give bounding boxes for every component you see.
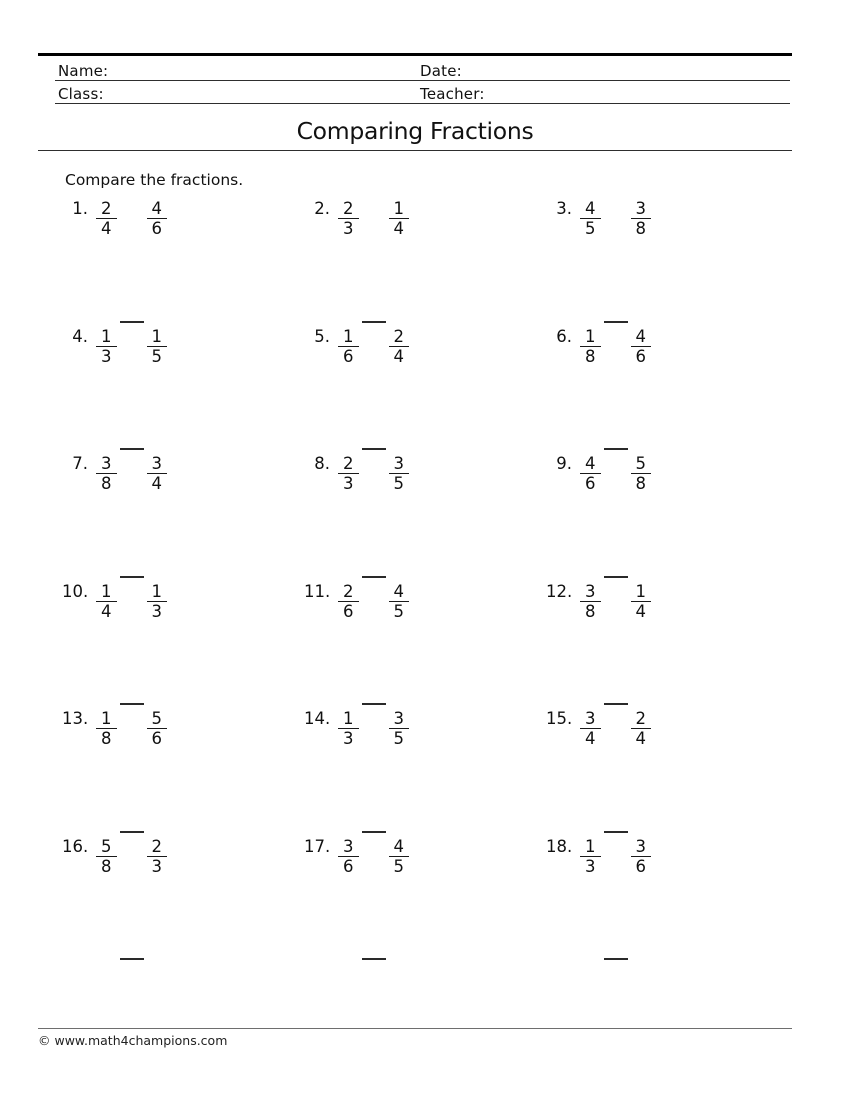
fraction-right — [389, 454, 410, 493]
fraction-right-numerator: 4 — [393, 836, 404, 856]
problem — [62, 327, 304, 455]
answer-blank[interactable] — [120, 817, 144, 833]
problem — [546, 582, 788, 710]
answer-blank[interactable] — [604, 817, 628, 833]
problem-number: 7. — [72, 454, 88, 473]
problems-grid — [62, 199, 788, 964]
fraction-left-denominator: 5 — [580, 218, 601, 238]
fraction-left-denominator: 3 — [338, 218, 359, 238]
fraction-left-denominator: 4 — [96, 218, 117, 238]
answer-blank[interactable] — [362, 434, 386, 450]
fraction-right-numerator: 3 — [393, 454, 404, 473]
problem-number: 8. — [314, 454, 330, 473]
fraction-right-denominator: 3 — [147, 856, 168, 876]
problem-number: 6. — [556, 326, 572, 346]
answer-blank[interactable] — [604, 562, 628, 578]
footer-credit: © www.math4champions.com — [38, 1033, 228, 1048]
fraction-left — [338, 709, 359, 748]
fraction-right — [631, 709, 652, 748]
problem-number: 9. — [556, 454, 572, 473]
fraction-left — [96, 582, 117, 621]
fraction-right — [147, 582, 168, 621]
teacher-label: Teacher: — [420, 85, 485, 103]
fraction-left-denominator: 4 — [96, 601, 117, 621]
fraction-left-denominator: 3 — [580, 856, 601, 876]
fraction-right — [631, 199, 652, 238]
problem — [62, 709, 304, 837]
fraction-left-numerator: 4 — [585, 199, 596, 218]
fraction-left — [96, 327, 117, 366]
fraction-right-numerator: 3 — [635, 199, 646, 218]
fraction-right-numerator: 4 — [393, 581, 404, 601]
answer-blank[interactable] — [120, 562, 144, 578]
problem — [304, 199, 546, 327]
fraction-left-denominator: 3 — [96, 346, 117, 366]
problem-number: 4. — [72, 326, 88, 346]
problem — [62, 837, 304, 965]
fraction-right-denominator: 8 — [631, 473, 652, 493]
fraction-left-numerator: 1 — [343, 326, 354, 346]
problem-number: 15. — [546, 709, 573, 728]
fraction-right-numerator: 2 — [393, 326, 404, 346]
fraction-right-numerator: 1 — [151, 581, 162, 601]
fraction-right-numerator: 4 — [151, 199, 162, 218]
fraction-left-numerator: 1 — [585, 326, 596, 346]
problem-number: 12. — [546, 581, 573, 601]
fraction-left — [338, 327, 359, 366]
fraction-left-denominator: 3 — [338, 728, 359, 748]
fraction-right-numerator: 2 — [151, 836, 162, 856]
fraction-left — [580, 582, 601, 621]
problem — [304, 327, 546, 455]
fraction-right-denominator: 6 — [147, 218, 168, 238]
fraction-right — [389, 837, 410, 876]
fraction-left — [96, 709, 117, 748]
fraction-left-denominator: 8 — [580, 601, 601, 621]
problem-number: 16. — [62, 836, 89, 856]
problem-number: 3. — [556, 199, 572, 218]
answer-blank[interactable] — [604, 434, 628, 450]
fraction-right-numerator: 3 — [151, 454, 162, 473]
problem — [62, 199, 304, 327]
fraction-left — [338, 454, 359, 493]
fraction-right — [147, 454, 168, 493]
fraction-right-numerator: 3 — [393, 709, 404, 728]
fraction-left-numerator: 3 — [101, 454, 112, 473]
instructions-text: Compare the fractions. — [65, 171, 244, 189]
fraction-left-denominator: 3 — [338, 473, 359, 493]
problem-number: 14. — [304, 709, 331, 728]
fraction-right-denominator: 6 — [631, 346, 652, 366]
fraction-right — [631, 582, 652, 621]
fraction-right — [389, 327, 410, 366]
fraction-right-numerator: 3 — [635, 836, 646, 856]
fraction-left — [96, 454, 117, 493]
problem — [62, 582, 304, 710]
fraction-right-denominator: 4 — [147, 473, 168, 493]
fraction-right-denominator: 6 — [147, 728, 168, 748]
fraction-left-denominator: 6 — [338, 856, 359, 876]
fraction-right-denominator: 6 — [631, 856, 652, 876]
fraction-right — [389, 709, 410, 748]
answer-blank[interactable] — [362, 307, 386, 323]
fraction-right — [389, 199, 410, 238]
fraction-left-numerator: 3 — [585, 709, 596, 728]
fraction-right-denominator: 5 — [389, 601, 410, 621]
fraction-right-numerator: 2 — [635, 709, 646, 728]
answer-blank[interactable] — [362, 817, 386, 833]
problem — [304, 837, 546, 965]
fraction-left-numerator: 3 — [585, 581, 596, 601]
answer-blank[interactable] — [604, 689, 628, 705]
fraction-left-numerator: 1 — [101, 326, 112, 346]
fraction-left — [580, 327, 601, 366]
class-label: Class: — [58, 85, 104, 103]
problem — [546, 327, 788, 455]
problem-number: 17. — [304, 836, 331, 856]
problem — [304, 454, 546, 582]
problem-number: 5. — [314, 326, 330, 346]
fraction-right-denominator: 3 — [147, 601, 168, 621]
fraction-left-denominator: 6 — [338, 601, 359, 621]
fraction-left-numerator: 3 — [343, 836, 354, 856]
fraction-left — [338, 582, 359, 621]
fraction-right-numerator: 5 — [635, 454, 646, 473]
problem-number: 13. — [62, 709, 89, 728]
fraction-right-denominator: 5 — [389, 856, 410, 876]
answer-blank[interactable] — [120, 434, 144, 450]
problem — [62, 454, 304, 582]
fraction-left — [96, 199, 117, 238]
date-label: Date: — [420, 62, 462, 80]
name-date-underline — [55, 80, 790, 81]
problem-number: 18. — [546, 836, 573, 856]
fraction-right — [631, 454, 652, 493]
name-label: Name: — [58, 62, 109, 80]
answer-blank[interactable] — [604, 307, 628, 323]
answer-blank[interactable] — [120, 689, 144, 705]
fraction-left-numerator: 4 — [585, 454, 596, 473]
problem — [304, 582, 546, 710]
fraction-left-denominator: 4 — [580, 728, 601, 748]
fraction-left-numerator: 1 — [343, 709, 354, 728]
top-rule — [38, 53, 792, 56]
fraction-left — [96, 837, 117, 876]
problem-number: 2. — [314, 199, 330, 218]
fraction-right-denominator: 5 — [147, 346, 168, 366]
fraction-left — [580, 709, 601, 748]
problem-number: 10. — [62, 581, 89, 601]
answer-blank[interactable] — [362, 944, 386, 960]
fraction-left-numerator: 5 — [101, 836, 112, 856]
fraction-right-denominator: 4 — [389, 346, 410, 366]
fraction-right-denominator: 4 — [389, 218, 410, 238]
fraction-right — [147, 327, 168, 366]
fraction-right — [147, 837, 168, 876]
answer-blank[interactable] — [604, 944, 628, 960]
answer-blank[interactable] — [120, 944, 144, 960]
problem — [546, 199, 788, 327]
fraction-left-numerator: 2 — [343, 199, 354, 218]
fraction-right-denominator: 8 — [631, 218, 652, 238]
fraction-right-denominator: 4 — [631, 601, 652, 621]
answer-blank[interactable] — [362, 562, 386, 578]
fraction-right-numerator: 1 — [151, 326, 162, 346]
answer-blank[interactable] — [120, 307, 144, 323]
problem — [546, 709, 788, 837]
fraction-left-numerator: 2 — [101, 199, 112, 218]
footer-rule — [38, 1028, 792, 1029]
fraction-left-denominator: 8 — [96, 473, 117, 493]
fraction-right-denominator: 4 — [631, 728, 652, 748]
fraction-left-numerator: 1 — [101, 709, 112, 728]
fraction-right — [147, 709, 168, 748]
fraction-right-numerator: 5 — [151, 709, 162, 728]
fraction-right-numerator: 1 — [393, 199, 404, 218]
problem-number: 11. — [304, 581, 331, 601]
fraction-right — [147, 199, 168, 238]
fraction-left — [580, 454, 601, 493]
fraction-right — [389, 582, 410, 621]
page-title: Comparing Fractions — [296, 117, 534, 145]
fraction-left-denominator: 8 — [96, 856, 117, 876]
problem — [304, 709, 546, 837]
fraction-right-denominator: 5 — [389, 728, 410, 748]
fraction-right-denominator: 5 — [389, 473, 410, 493]
fraction-right-numerator: 1 — [635, 581, 646, 601]
fraction-left-numerator: 2 — [343, 454, 354, 473]
fraction-left — [580, 837, 601, 876]
fraction-left-denominator: 6 — [338, 346, 359, 366]
answer-blank[interactable] — [362, 689, 386, 705]
fraction-left-denominator: 8 — [580, 346, 601, 366]
class-teacher-underline — [55, 103, 790, 104]
fraction-left — [338, 199, 359, 238]
fraction-left-denominator: 6 — [580, 473, 601, 493]
fraction-left — [338, 837, 359, 876]
fraction-right — [631, 327, 652, 366]
fraction-left-numerator: 1 — [585, 836, 596, 856]
fraction-right — [631, 837, 652, 876]
title-underline — [38, 150, 792, 151]
problem-number: 1. — [72, 199, 88, 218]
problem — [546, 454, 788, 582]
fraction-left — [580, 199, 601, 238]
problem — [546, 837, 788, 965]
fraction-right-numerator: 4 — [635, 326, 646, 346]
fraction-left-numerator: 1 — [101, 581, 112, 601]
fraction-left-numerator: 2 — [343, 581, 354, 601]
fraction-left-denominator: 8 — [96, 728, 117, 748]
